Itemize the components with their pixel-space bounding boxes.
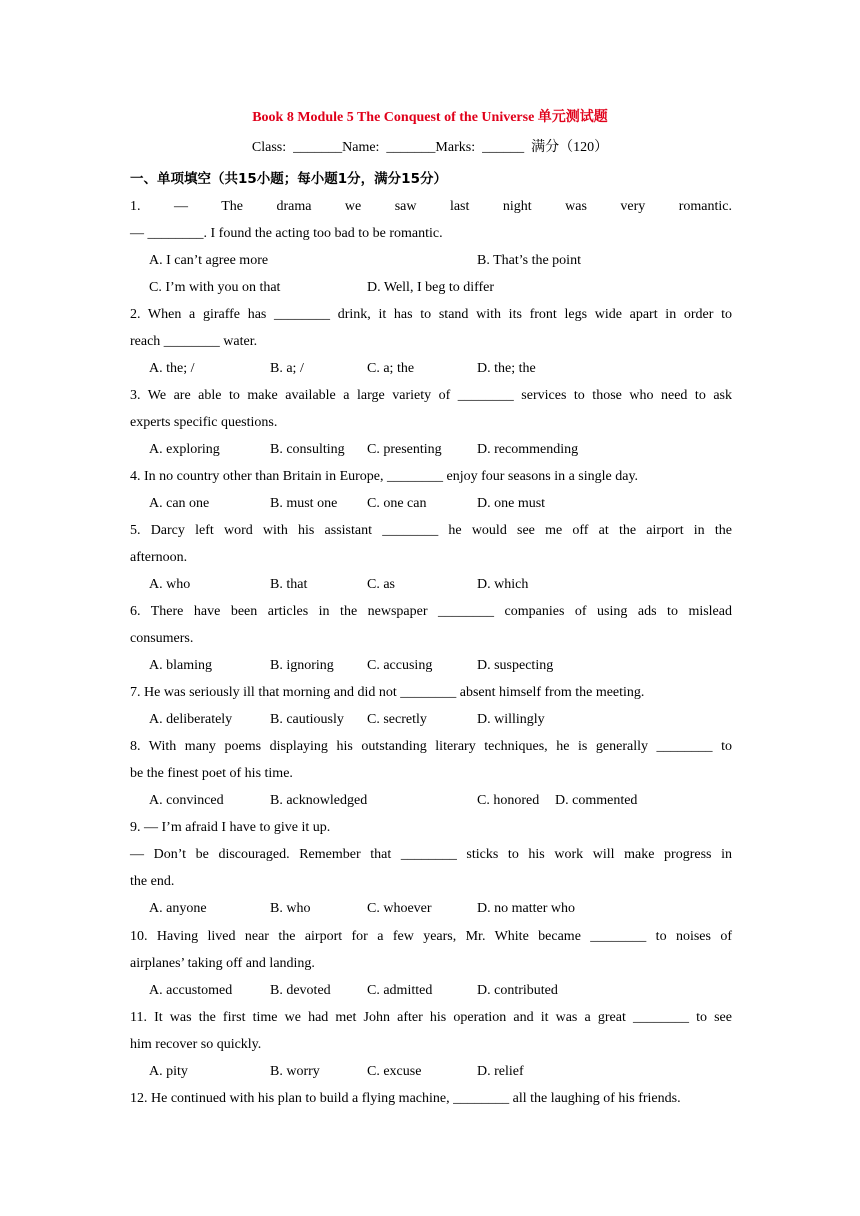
option-b: B. who: [270, 901, 311, 916]
option-a: A. convinced: [149, 793, 224, 808]
option-c: C. as: [367, 577, 395, 592]
option-c: C. I’m with you on that: [149, 280, 281, 295]
option-a: A. who: [149, 577, 191, 592]
option-c: C. accusing: [367, 658, 433, 673]
option-b: B. that: [270, 577, 308, 592]
document-title: Book 8 Module 5 The Conquest of the Universe 单元测试题: [252, 110, 608, 125]
option-d: D. which: [477, 577, 529, 592]
option-b: B. worry: [270, 1064, 320, 1079]
question-line: 11. It was the first time we had met John after his operation and it was a great ________ to see: [130, 1010, 732, 1025]
option-b: B. That’s the point: [477, 253, 581, 268]
option-c: C. presenting: [367, 442, 442, 457]
option-d: D. contributed: [477, 983, 558, 998]
question-line: 1. — The drama we saw last night was very romantic.: [130, 199, 732, 214]
question-line: 8. With many poems displaying his outstanding literary techniques, he is generally ________ to: [130, 739, 732, 754]
option-b: B. acknowledged: [270, 793, 368, 808]
option-d: D. no matter who: [477, 901, 575, 916]
option-a: A. blaming: [149, 658, 212, 673]
option-d: D. one must: [477, 496, 546, 511]
option-c: C. a; the: [367, 361, 415, 376]
option-d: D. recommending: [477, 442, 579, 457]
question-line: 4. In no country other than Britain in Europe, ________ enjoy four seasons in a single day.: [130, 469, 639, 484]
question-line: airplanes’ taking off and landing.: [130, 956, 315, 971]
question-line: 10. Having lived near the airport for a few years, Mr. White became ________ to noises of: [130, 929, 732, 944]
option-d: D. suspecting: [477, 658, 554, 673]
option-b: B. must one: [270, 496, 338, 511]
option-d: D. willingly: [477, 712, 545, 727]
question-line: 5. Darcy left word with his assistant ________ he would see me off at the airport in the: [130, 523, 732, 538]
section-heading: 一、单项填空（共15小题；每小题1分，满分15分）: [130, 171, 447, 187]
option-b: B. consulting: [270, 442, 345, 457]
question-line: 2. When a giraffe has ________ drink, it has to stand with its front legs wide apart in order to: [130, 307, 732, 322]
option-c: C. one can: [367, 496, 427, 511]
question-line: — ________. I found the acting too bad to be romantic.: [130, 226, 443, 241]
option-c: C. whoever: [367, 901, 432, 916]
question-line: be the finest poet of his time.: [130, 766, 293, 781]
question-line: — Don’t be discouraged. Remember that ________ sticks to his work will make progress in: [130, 847, 732, 862]
question-line: 7. He was seriously ill that morning and did not ________ absent himself from the meeting.: [130, 685, 645, 700]
option-b: B. devoted: [270, 983, 331, 998]
option-d: D. the; the: [477, 361, 536, 376]
question-line: 12. He continued with his plan to build a flying machine, ________ all the laughing of his friends.: [130, 1091, 681, 1106]
option-c: C. honored: [477, 793, 540, 808]
question-line: afternoon.: [130, 550, 188, 565]
question-line: consumers.: [130, 631, 194, 646]
question-line: the end.: [130, 874, 175, 889]
question-line: 3. We are able to make available a large variety of ________ services to those who need to ask: [130, 388, 732, 403]
option-b: B. ignoring: [270, 658, 334, 673]
question-line: him recover so quickly.: [130, 1037, 262, 1052]
option-c: C. secretly: [367, 712, 427, 727]
question-line: experts specific questions.: [130, 415, 278, 430]
option-a: A. accustomed: [149, 983, 233, 998]
option-d: D. relief: [477, 1064, 524, 1079]
option-d: D. commented: [555, 793, 638, 808]
option-a: A. deliberately: [149, 712, 233, 727]
option-a: A. I can’t agree more: [149, 253, 269, 268]
option-d: D. Well, I beg to differ: [367, 280, 495, 295]
option-c: C. excuse: [367, 1064, 422, 1079]
option-a: A. exploring: [149, 442, 220, 457]
option-a: A. the; /: [149, 361, 195, 376]
option-a: A. can one: [149, 496, 210, 511]
option-a: A. pity: [149, 1064, 188, 1079]
question-line: reach ________ water.: [130, 334, 258, 349]
student-info-line: Class: _______Name: _______Marks: ______ 满分（120）: [251, 140, 609, 155]
question-line: 9. — I’m afraid I have to give it up.: [130, 820, 331, 835]
option-c: C. admitted: [367, 983, 433, 998]
option-b: B. a; /: [270, 361, 304, 376]
option-b: B. cautiously: [270, 712, 344, 727]
option-a: A. anyone: [149, 901, 207, 916]
question-line: 6. There have been articles in the newspaper ________ companies of using ads to mislead: [130, 604, 732, 619]
